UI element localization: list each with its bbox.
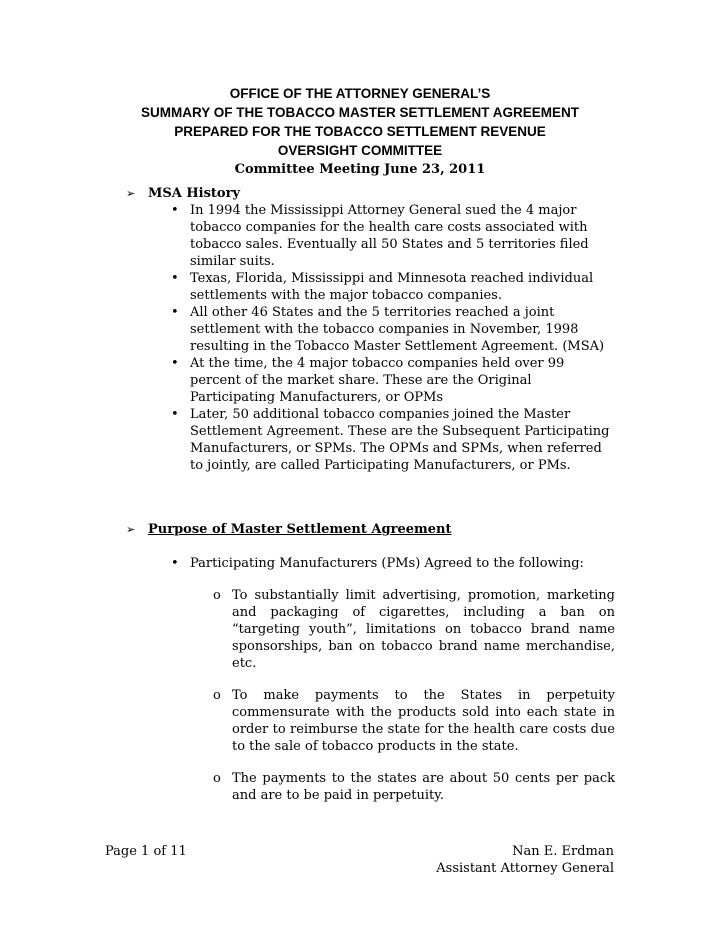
list-item [168,406,618,474]
bullet-text: At the time, the 4 major tobacco companies held over 99 percent of the market share. These are the Original Participating Manufacturers, or OPMs [190,356,565,405]
section-title: MSA History [148,186,241,201]
heading-committee: OVERSIGHT COMMITTEE [277,143,443,158]
sub-list-item [211,587,615,672]
section-msa-history [126,185,240,202]
bullet-icon: • [171,305,179,320]
sub-item-text: The payments to the states are about 50 cents per pack and are to be paid in perpetuity. [232,771,615,803]
sub-item-text: To substantially limit advertising, promotion, marketing and packaging of cigarettes, including a ban on “targeting youth”, limitations on tobacco brand name sponsorships, ban on tobacco brand name merchandise, etc. [232,588,615,671]
bullet-icon: • [171,556,179,571]
heading-office: OFFICE OF THE ATTORNEY GENERAL’S [229,86,491,101]
bullet-icon: • [171,356,179,371]
heading-prepared: PREPARED FOR THE TOBACCO SETTLEMENT REVENUE [174,124,546,139]
arrow-bullet-icon: ➢ [126,187,136,200]
heading-meeting-date: Committee Meeting June 23, 2011 [234,162,486,177]
circle-bullet-icon: o [213,688,221,703]
footer-author [436,843,614,877]
list-item [168,270,618,304]
footer-page-number: Page 1 of 11 [105,844,187,859]
bullet-text: Participating Manufacturers (PMs) Agreed to the following: [190,556,584,571]
circle-bullet-icon: o [213,588,221,603]
bullet-icon: • [171,203,179,218]
purpose-bullet-list [168,555,618,572]
heading-summary: SUMMARY OF THE TOBACCO MASTER SETTLEMENT AGREEMENT [140,105,579,120]
author-name: Nan E. Erdman [512,844,614,859]
bullet-icon: • [171,271,179,286]
sub-list-item [211,770,615,804]
arrow-bullet-icon: ➢ [126,523,136,536]
bullet-text: Later, 50 additional tobacco companies joined the Master Settlement Agreement. These are the Subsequent Participating Manufacturers, or SPMs. The OPMs and SPMs, when referred to jointly, are called Participating Manufacturers, or PMs. [190,407,610,473]
bullet-text: Texas, Florida, Mississippi and Minnesota reached individual settlements with the major tobacco companies. [190,271,594,303]
author-title: Assistant Attorney General [436,861,614,876]
circle-bullet-icon: o [213,771,221,786]
section-title: Purpose of Master Settlement Agreement [148,522,452,537]
document-heading [60,84,660,179]
list-item [168,304,618,355]
sub-item-text: To make payments to the States in perpetuity commensurate with the products sold into each state in order to reimburse the state for the health care costs due to the sale of tobacco products in the state. [232,688,615,754]
section-purpose [126,521,451,538]
history-bullet-list [168,202,618,474]
list-item [168,355,618,406]
list-item [168,555,618,572]
bullet-icon: • [171,407,179,422]
bullet-text: In 1994 the Mississippi Attorney General sued the 4 major tobacco companies for the health care costs associated with tobacco sales. Eventually all 50 States and 5 territories filed similar suits. [190,203,589,269]
bullet-text: All other 46 States and the 5 territories reached a joint settlement with the tobacco companies in November, 1998 resulting in the Tobacco Master Settlement Agreement. (MSA) [190,305,605,354]
sub-list-item [211,687,615,755]
list-item [168,202,618,270]
